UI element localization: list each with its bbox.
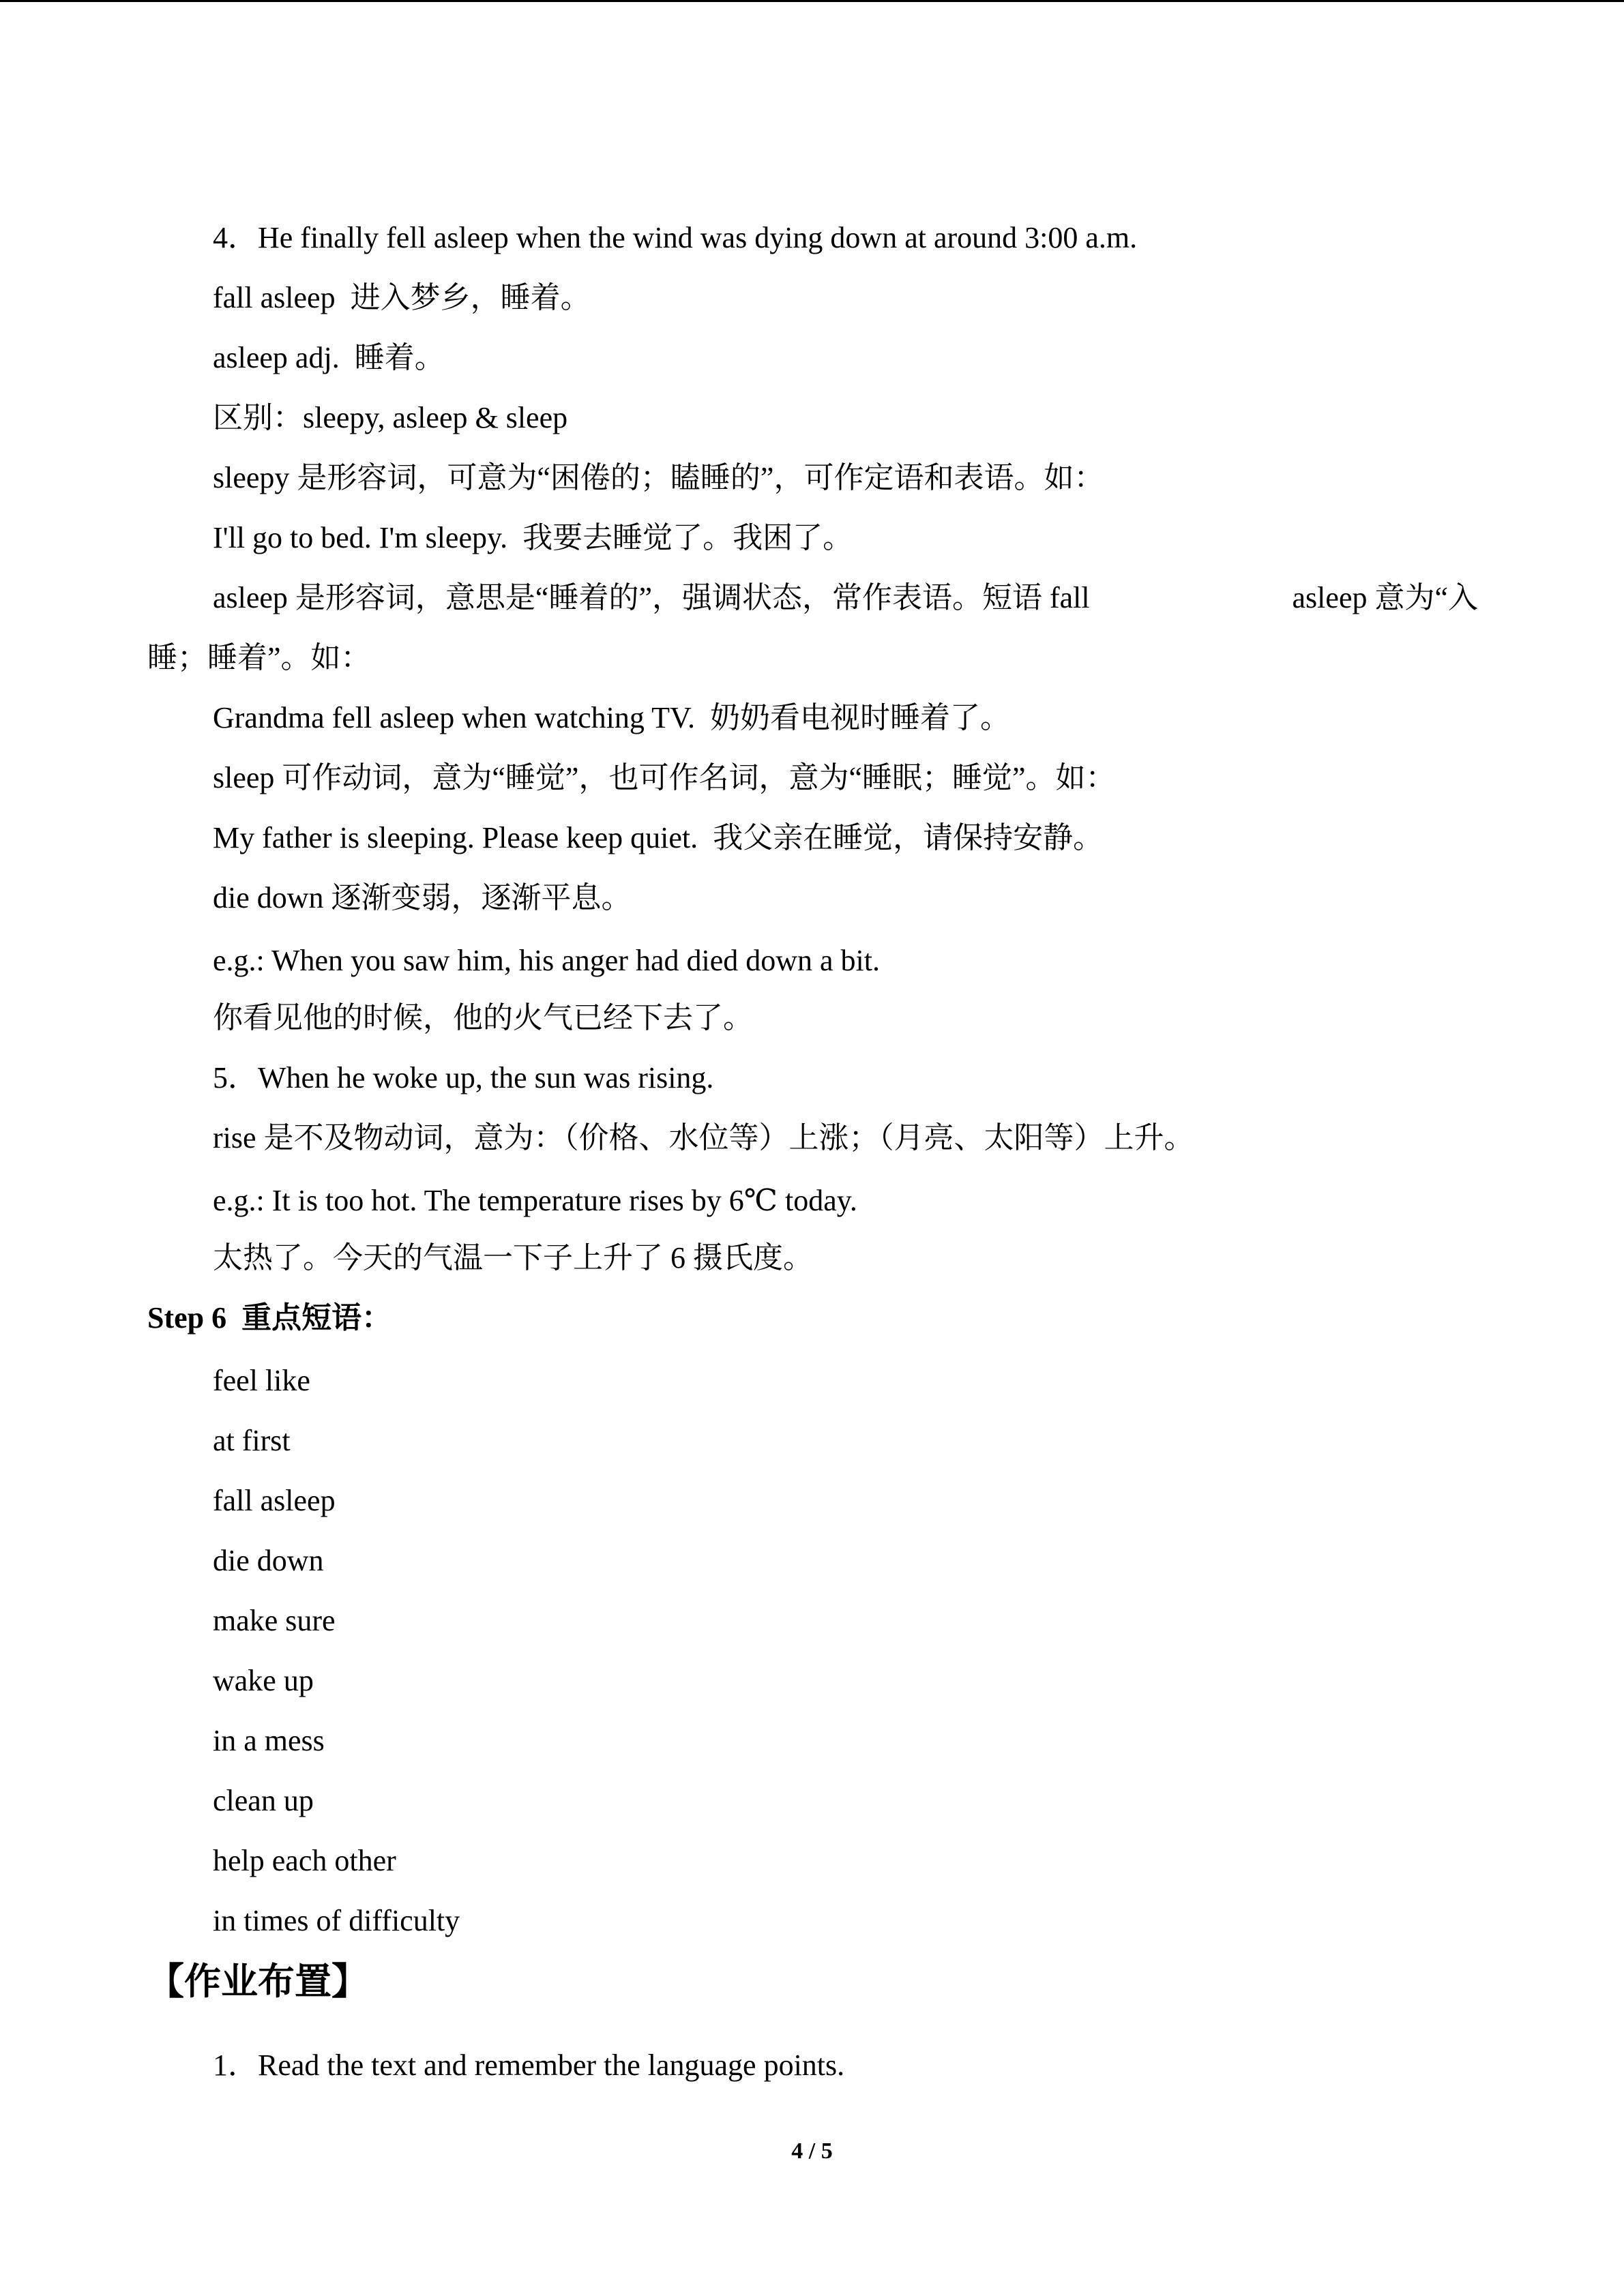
comparison-heading: 区别：sleepy, asleep & sleep xyxy=(213,401,568,434)
die-down-example-translation: 你看见他的时候，他的火气已经下去了。 xyxy=(213,1001,753,1034)
phrase-item: wake up xyxy=(213,1664,314,1697)
sleep-example: My father is sleeping. Please keep quiet. 我父亲在睡觉，请保持安静。 xyxy=(213,821,1104,854)
phrase-fall-asleep-definition: fall asleep 进入梦乡，睡着。 xyxy=(213,281,591,314)
phrase-item: in a mess xyxy=(213,1724,325,1757)
die-down-example: e.g.: When you saw him, his anger had died down a bit. xyxy=(213,944,880,977)
phrase-item: feel like xyxy=(213,1364,310,1397)
asleep-explanation-continued: 睡；睡着”。如： xyxy=(147,641,371,674)
asleep-definition: asleep adj. 睡着。 xyxy=(213,341,445,374)
asleep-explanation-part1: asleep 是形容词，意思是“睡着的”，强调状态，常作表语。短语 fall xyxy=(213,581,1090,614)
asleep-explanation-part2: asleep 意为“入 xyxy=(1292,581,1478,614)
page-number: 4 / 5 xyxy=(791,2138,833,2164)
phrase-item: in times of difficulty xyxy=(213,1904,460,1937)
homework-item-1: 1．Read the text and remember the language points. xyxy=(213,2048,845,2082)
phrase-item: at first xyxy=(213,1424,291,1457)
die-down-definition: die down 逐渐变弱，逐渐平息。 xyxy=(213,881,632,914)
sleepy-explanation: sleepy 是形容词，可意为“困倦的；瞌睡的”，可作定语和表语。如： xyxy=(213,461,1104,494)
phrase-item: clean up xyxy=(213,1784,314,1817)
homework-heading: 【作业布置】 xyxy=(147,1960,368,2003)
rise-example: e.g.: It is too hot. The temperature rises by 6℃ today. xyxy=(213,1184,857,1217)
phrase-item: make sure xyxy=(213,1604,336,1637)
step6-heading: Step 6 重点短语： xyxy=(147,1301,392,1335)
sentence-5: 5．When he woke up, the sun was rising. xyxy=(213,1061,714,1094)
phrase-item: die down xyxy=(213,1544,324,1577)
rise-example-translation: 太热了。今天的气温一下子上升了 6 摄氏度。 xyxy=(213,1241,813,1274)
phrase-item: fall asleep xyxy=(213,1484,336,1517)
asleep-example: Grandma fell asleep when watching TV. 奶奶看电视时睡着了。 xyxy=(213,701,1011,734)
phrase-item: help each other xyxy=(213,1844,396,1877)
sentence-4: 4．He finally fell asleep when the wind was dying down at around 3:00 a.m. xyxy=(213,221,1138,254)
sleepy-example: I'll go to bed. I'm sleepy. 我要去睡觉了。我困了。 xyxy=(213,521,853,554)
asleep-explanation xyxy=(213,578,1478,618)
sleep-explanation: sleep 可作动词，意为“睡觉”，也可作名词，意为“睡眠；睡觉”。如： xyxy=(213,761,1116,794)
rise-explanation: rise 是不及物动词，意为：（价格、水位等）上涨；（月亮、太阳等）上升。 xyxy=(213,1121,1194,1154)
